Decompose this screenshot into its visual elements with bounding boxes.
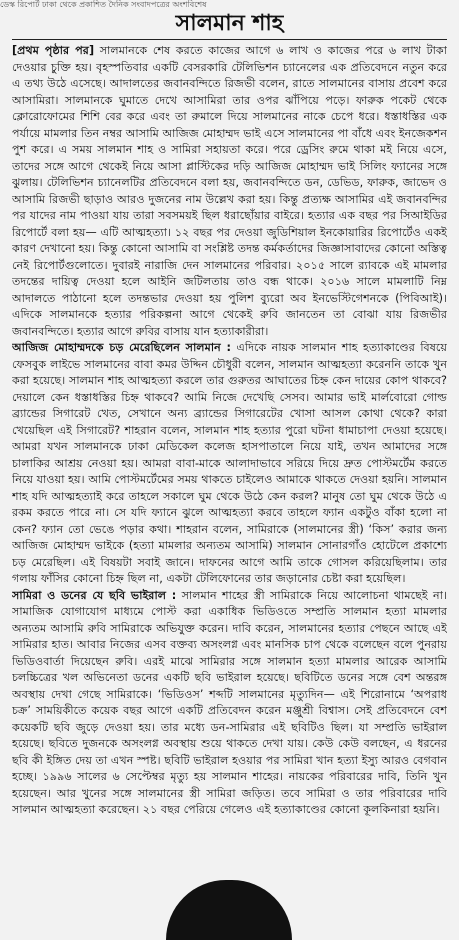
paragraph-samira [12,588,447,819]
top-strip-text: ডেস্ক রিপোর্ট ঢাকা থেকে প্রকাশিত দৈনিক সংবাদপত্রের অংশবিশেষ [0,0,207,9]
headline: সালমান শাহ [175,11,284,36]
article-body [12,43,447,883]
paragraph-aziz-text: এদিকে নায়ক সালমান শাহ হত্যাকাণ্ডের বিষয়ে ফেসবুক লাইভে সালমানের বাবা কমর উদ্দিন চৌধুরী বলেন, সালমান আত্মহত্যা করেননি তাকে খুন করা হয়েছে। সালমান শাহ আত্মহত্যা করলে তার গুরুতর আঘাতের চিহ্ন কেন দায়ের কোপ থাকবে? দেয়ালে কেন ধস্তাধস্তির চিহ্ন থাকবে? আমি নিজে দেখেছি সেসব। আমার ভাই মার্লবোরো গোল্ড ব্র্যান্ডের সিগারেট খেত, সেখানে অন্য ব্র্যান্ডের সিগারেটের খোসা আসল কোথা থেকে? কারা খেয়েছিল এই সিগারেট? শাহরান বলেন, সালমান শাহ হত্যার পুরো ঘটনা ধামাচাপা দেওয়া হয়েছে। আমরা যখন সালমানকে ঢাকা মেডিকেল কলেজ হাসপাতালে নিয়ে যাই, তখন আমাদের সঙ্গে চালাকির আশ্রয় নেওয়া হয়। আমরা বাবা-মাকে আলাদাভাবে সরিয়ে দিয়ে দ্রুত পোস্টমর্টেম করতে নিয়ে যাওয়া হয়। আমি পোস্টমর্টেমের সময় থাকতে চাইলেও আমাকে থাকতে দেওয়া হয়নি। সালমান শাহ যদি আত্মহত্যাই করে তাহলে সকালে ঘুম থেকে উঠে কেন করল? মানুষ তো ঘুম থেকে উঠে এ রকম করতে পারে না। সে যদি ফ্যানে ঝুলে আত্মহত্যা করবে তাহলে ফ্যান একটুও বাঁকা হলো না কেন? ফ্যান তো ভেঙে পড়ার কথা। শাহরান বলেন, সামিরাকে (সালমানের স্ত্রী) ‘কিস’ করার জন্য আজিজ মোহাম্মদ ভাইকে (হত্যা মামলার অন্যতম আসামি) সালমান সোনারগাঁও হোটেলে প্রকাশ্যে চড় মেরেছিল। এই বিষয়টা সবাই জানে। দাফনের আগে আমি তাকে গোসল করিয়েছিলাম। তার গলায় ফাঁসির কোনো চিহ্ন ছিল না, একটা টেলিফোনের তার জড়ানোর চেষ্টা করা হয়েছিল। [12,341,447,585]
paragraph-aziz [12,340,447,588]
headline-rule [12,39,447,40]
intro-text: সালমানকে শেষ করতে কাজের আগে ৬ লাখ ও কাজের পরে ৬ লাখ টাকা দেওয়ার চুক্তি হয়। বৃহস্পতিবার একটি বেসরকারি টেলিভিশন চ্যানেলের এক প্রতিবেদনে নতুন করে এ তথ্য উঠে এসেছে। আদালতের জবানবন্দিতে রিজভী বলেন, রাতে সালমানের বাসায় প্রবেশ করে আসামিরা। সালমানকে ঘুমাতে দেখে আসামিরা তার ওপর ঝাঁপিয়ে পড়ে। ফারুক পকেট থেকে ক্লোরোফোমের শিশি বের করে এবং তা রুমালে দিয়ে সালমানের নাকে চেপে ধরে। ধস্তাধস্তির এক পর্যায়ে মামলার তিন নম্বর আসামি আজিজ মোহাম্মদ ভাই এসে সালমানের পা বাঁধে এবং ইনজেকশন পুশ করে। এ সময় সালমান শাহ ও সামিরা সহায়তা করে। পরে ড্রেসিং রুমে থাকা মই নিয়ে এসে, তাদের সঙ্গে আগে থেকেই নিয়ে আসা প্লাস্টিকের দড়ি আজিজ মোহাম্মদ ভাই সিলিং ফ্যানের সঙ্গে ঝুলায়। টেলিভিশন চ্যানেলটির প্রতিবেদনে বলা হয়, জবানবন্দিতে ডন, ডেভিড, ফারুক, জাভেদ ও আসামি রিজভী ছাড়াও আরও দুজনের নাম উল্লেখ করা হয়। কিন্তু প্রত্যক্ষ আসামির এই জবানবন্দির পর যাদের নাম পাওয়া যায় তারা সবসময়ই ছিল ধরাছোঁয়ার বাইরে। হত্যার এক বছর পর সিআইডির রিপোর্টে বলা হয়— এটি আত্মহত্যা। ১২ বছর পর দেওয়া জুডিশিয়াল ইনকোয়ারির রিপোর্টেও একই কারণ দেখানো হয়। কিন্তু কোনো আসামি বা সংশ্লিষ্ট তদন্ত কর্মকর্তাদের জিজ্ঞাসাবাদের কোনো অস্তিত্ব নেই রিপোর্টগুলোতে। দুবারই নারাজি দেন সালমানের পরিবার। ২০১৫ সালে র‌্যাবকে এই মামলার তদন্তের দায়িত্ব দেওয়া হলে আইনি জটিলতায় তাও বন্ধ থাকে। ২০১৬ সালে মামলাটি নিম্ন আদালতে পাঠানো হলে তদন্তভার দেওয়া হয় পুলিশ ব্যুরো অব ইনভেস্টিগেশনকে (পিবিআই)। এদিকে সালমানকে হত্যার পরিকল্পনা আগে থেকেই রুবি জানতেন তা বোঝা যায় রিজভীর জবানবন্দিতে। হত্যার আগে রুবির বাসায় যান হত্যাকারীরা। [12,44,447,338]
continuation-label: [প্রথম পৃষ্ঠার পর] [12,44,95,57]
intro-paragraph [12,43,447,340]
bottom-graphic [166,880,292,940]
subheading-aziz: আজিজ মোহাম্মদকে চড় মেরেছিলেন সালমান : [12,341,231,354]
subheading-samira: সামিরা ও ডনের যে ছবি ভাইরাল : [12,588,177,602]
paragraph-samira-text: সালমান শাহের স্ত্রী সামিরাকে নিয়ে আলোচনা থামছেই না। সামাজিক যোগাযোগ মাধ্যমে পোস্ট করা একাধিক ভিডিওতে সম্প্রতি সালমান হত্যা মামলার অন্যতম আসামি রুবি সামিরাকে অভিযুক্ত করেন। দাবি করেন, সালমানের হত্যার পেছনে আছে এই সামিরার হাত। আবার নিজের এসব বক্তব্য অসংলগ্ন এবং মানসিক চাপ থেকে বলেছেন বলে পুনরায় ভিডিওবার্তা দিয়েছেন রুবি। এরই মাঝে সামিরার সঙ্গে সালমান হত্যা মামলার আরেক আসামি চলচ্চিত্রের খল অভিনেতা ডনের একটি ছবি ভাইরাল হয়েছে। ছবিটিতে ডনের সঙ্গে বেশ অন্তরঙ্গ অবস্থায় দেখা গেছে সামিরাকে। ‘ভিডিওস’ শব্দটি সালমানের মৃত্যুদিন— এই শিরোনামে ‘অপরাধ চক্র’ সাময়িকীতে কয়েক বছর আগে একটি প্রতিবেদন করেন মঞ্জুশ্রী বিশ্বাস। সেই প্রতিবেদনে বেশ কয়েকটি ছবি জুড়ে দেওয়া হয়। তার মধ্যে ডন-সামিরার এই ছবিটিও ছিল। যা সম্প্রতি ভাইরাল হয়েছে। ছবিতে দুজনকে অসংলগ্ন অবস্থায় শুয়ে থাকতে দেখা যায়। কেউ কেউ বলছেন, এ ধরনের ছবি কী ইঙ্গিত দেয় তা এখন স্পষ্ট। ছবিটি ভাইরাল হওয়ার পর সামিরা খান হত্যা ইস্যু আরও বেগবান হচ্ছে। ১৯৯৬ সালের ৬ সেপ্টেম্বর মৃত্যু হয় সালমান শাহের। নায়কের পরিবারের দাবি, তিনি খুন হয়েছেন। আর খুনের সঙ্গে সালমানের স্ত্রী সামিরা জড়িত। তবে সামিরা ও তার পরিবারের দাবি সালমান আত্মহত্যা করেছেন। ২১ বছর পেরিয়ে গেলেও এই হত্যাকাণ্ডের কোনো কূলকিনারা হয়নি। [12,588,447,816]
